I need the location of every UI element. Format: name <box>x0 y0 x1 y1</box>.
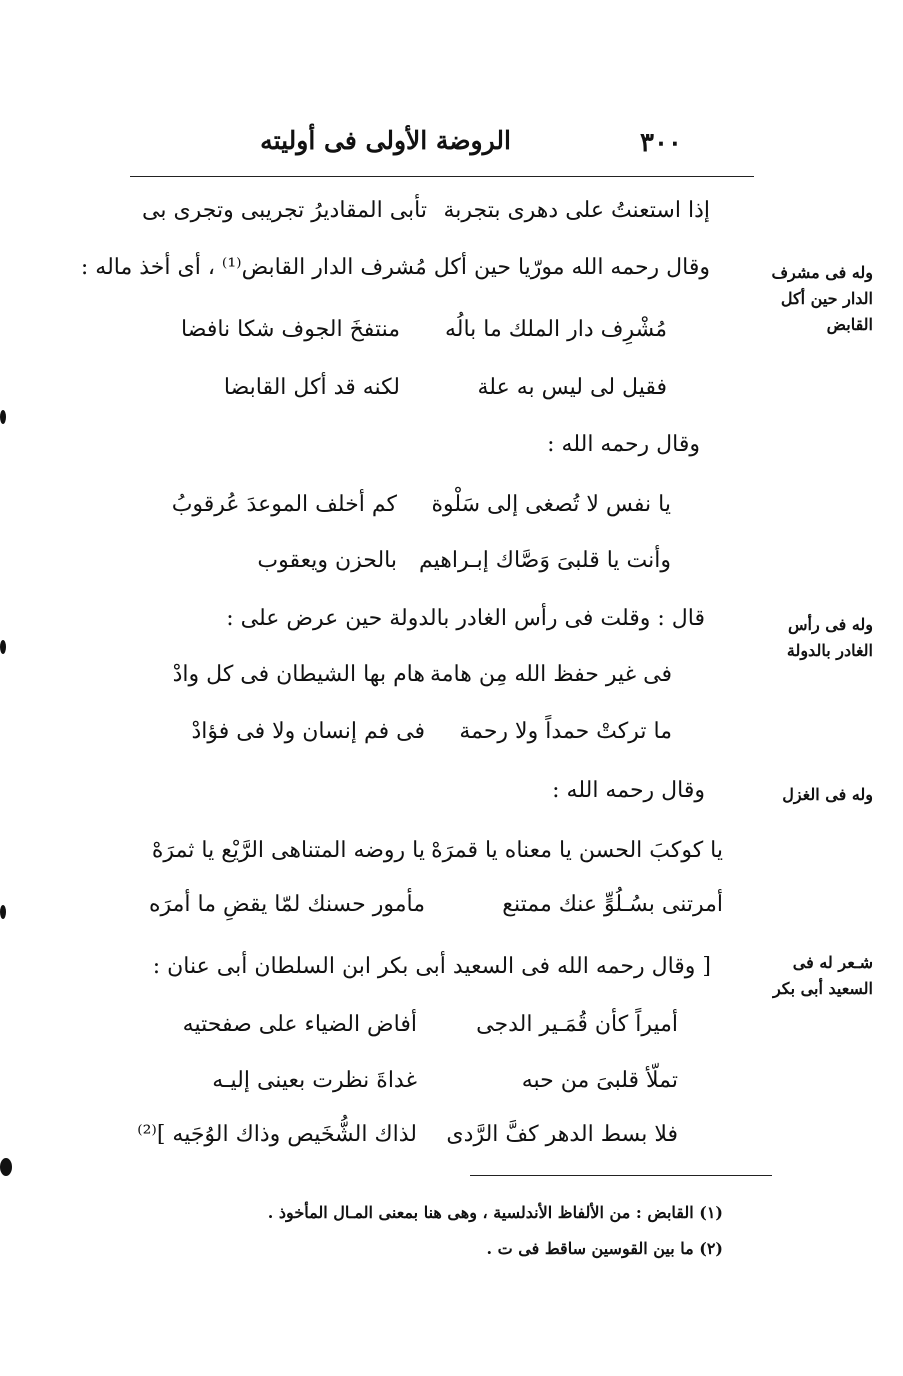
verse-half-second: بالحزن ويعقوب <box>257 548 397 573</box>
page-number: ٣٠٠ <box>640 128 682 158</box>
verse-half-first: يا نفس لا تُصغى إلى سَلْوة <box>431 492 671 517</box>
scan-speck <box>0 410 6 424</box>
verse-half-second: أفاض الضياء على صفحتيه <box>182 1012 417 1037</box>
verse-half-second: هام بها الشيطان فى كل وادْ <box>172 662 425 687</box>
margin-note: شـعر له فى السعيد أبى بكر <box>772 953 873 998</box>
prose-line: وقال رحمه الله : <box>552 778 705 803</box>
footnote: (١) القابض : من الألفاظ الأندلسية ، وهى هنا بمعنى المـال المأخوذ . <box>267 1203 723 1222</box>
prose-line: [ وقال رحمه الله فى السعيد أبى بكر ابن السلطان أبى عنان : <box>152 954 711 979</box>
footnote: (٢) ما بين القوسين ساقط فى ت . <box>486 1239 723 1258</box>
verse-half-second: لذاك الشُّخَيص وذاك الوُجَيه ]⁽²⁾ <box>137 1122 417 1147</box>
verse-half-first: ما تركتْ حمداً ولا رحمة <box>459 719 672 744</box>
verse-half-first: أمرتنى بسُـلُوٍّ عنك ممتنع <box>502 892 723 917</box>
verse-half-second: فى فم إنسان ولا فى فؤادْ <box>191 719 425 744</box>
scan-speck <box>0 640 6 654</box>
verse-half-second: لكنه قد أكل القابضا <box>223 375 400 400</box>
margin-note: وله فى مشرف الدار حين أكل القابض <box>771 263 873 334</box>
verse-half-first: مُشْرِف دار الملك ما بالُه <box>444 317 667 342</box>
verse-half-first: وأنت يا قلبىَ وَصَّاك إبـراهيم <box>419 548 671 573</box>
scan-speck <box>0 905 6 919</box>
footnote-rule <box>470 1175 772 1176</box>
prose-line: وقال رحمه الله : <box>547 432 700 457</box>
verse-half-second: مأمور حسنك لمّا يقضِ ما أمرَه <box>148 892 425 917</box>
verse-half-first: إذا استعنتُ على دهرى بتجربة <box>443 198 710 223</box>
verse-half-first: أميراً كأن قُمَـير الدجى <box>476 1012 678 1037</box>
verse-half-first: تملّأ قلبىَ من حبه <box>521 1068 678 1093</box>
verse-half-second: كم أخلف الموعدَ عُرقوبُ <box>171 492 397 517</box>
prose-line: وقال رحمه الله مورّيا حين أكل مُشرف الدار القابض⁽¹⁾ ، أى أخذ ماله : <box>80 255 710 280</box>
verse-half-first: يا كوكبَ الحسن يا معناه يا قمرَهْ <box>431 838 723 863</box>
header-rule <box>130 176 754 177</box>
verse-half-first: فلا بسط الدهر كفَّ الرَّدى <box>446 1122 678 1147</box>
verse-half-second: غداةَ نظرت بعينى إليـه <box>212 1068 417 1093</box>
verse-half-second: تأبى المقاديرُ تجريبى وتجرى بى <box>141 198 427 223</box>
verse-half-first: فى غير حفظ الله مِن هامة <box>429 662 672 687</box>
margin-note: وله فى رأس الغادر بالدولة <box>786 615 873 660</box>
verse-half-second: منتفخَ الجوف شكا نافضا <box>181 317 400 342</box>
verse-half-second: يا روضه المتناهى الرَّيْع يا ثمرَهْ <box>151 838 425 863</box>
verse-half-first: فقيل لى ليس به علة <box>477 375 667 400</box>
prose-line: قال : وقلت فى رأس الغادر بالدولة حين عرض على : <box>226 606 705 631</box>
running-title: الروضة الأولى فى أوليته <box>260 126 511 155</box>
scan-speck <box>0 1158 12 1176</box>
margin-note: وله فى الغزل <box>782 785 873 804</box>
